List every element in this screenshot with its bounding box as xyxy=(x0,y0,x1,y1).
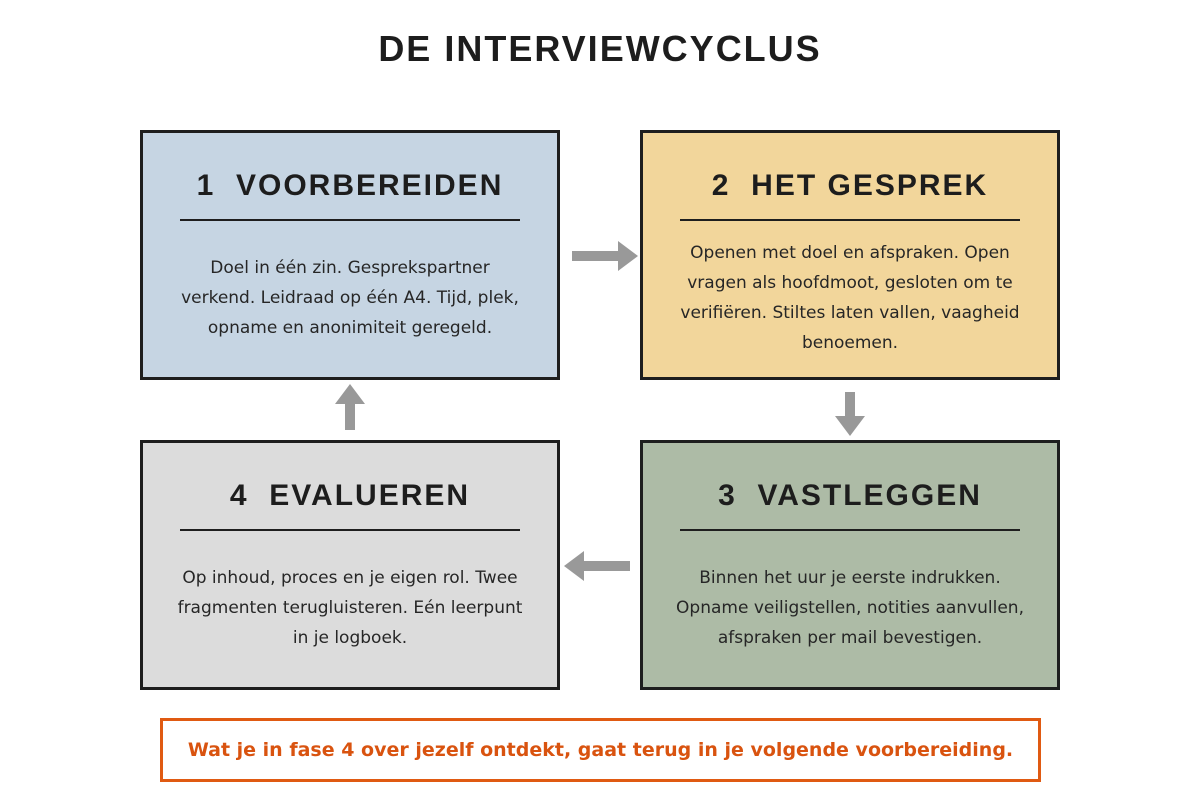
heading-divider xyxy=(180,529,520,531)
step-description: Openen met doel en afspraken. Open vragen als hoofdmoot, gesloten om te verifiëren. Stiltes laten vallen, vaagheid benoemen. xyxy=(680,243,1020,353)
feedback-note xyxy=(160,718,1041,782)
step-heading xyxy=(143,169,557,203)
step-description: Op inhoud, proces en je eigen rol. Twee fragmenten terugluisteren. Eén leerpunt in je logboek. xyxy=(177,568,523,648)
step-heading xyxy=(143,479,557,513)
heading-divider xyxy=(680,219,1020,221)
step-description: Doel in één zin. Gesprekspartner verkend. Leidraad op één A4. Tijd, plek, opname en anonimiteit geregeld. xyxy=(181,258,519,338)
step-number: 3 xyxy=(718,479,737,512)
step-het-gesprek-box xyxy=(640,130,1060,380)
step-title: VASTLEGGEN xyxy=(757,479,982,512)
step-title: HET GESPREK xyxy=(751,169,989,202)
step-number: 4 xyxy=(229,479,249,512)
arrow-right-icon xyxy=(570,238,642,274)
step-voorbereiden-box xyxy=(140,130,560,380)
feedback-note-text: Wat je in fase 4 over jezelf ontdekt, gaat terug in je volgende voorbereiding. xyxy=(187,739,1014,761)
heading-divider xyxy=(680,529,1020,531)
step-number: 2 xyxy=(711,169,731,202)
step-title: VOORBEREIDEN xyxy=(235,169,504,202)
arrow-left-icon xyxy=(560,548,632,584)
step-number: 1 xyxy=(196,169,216,202)
diagram-title: DE INTERVIEWCYCLUS xyxy=(378,28,822,69)
step-description: Binnen het uur je eerste indrukken. Opname veiligstellen, notities aanvullen, afspraken per mail bevestigen. xyxy=(676,568,1024,648)
step-heading xyxy=(643,169,1057,203)
step-heading xyxy=(643,479,1057,513)
step-evalueren-box xyxy=(140,440,560,690)
heading-divider xyxy=(180,219,520,221)
arrow-up-icon xyxy=(332,380,368,432)
arrow-down-icon xyxy=(832,390,868,440)
step-title: EVALUEREN xyxy=(269,479,471,512)
step-vastleggen-box xyxy=(640,440,1060,690)
